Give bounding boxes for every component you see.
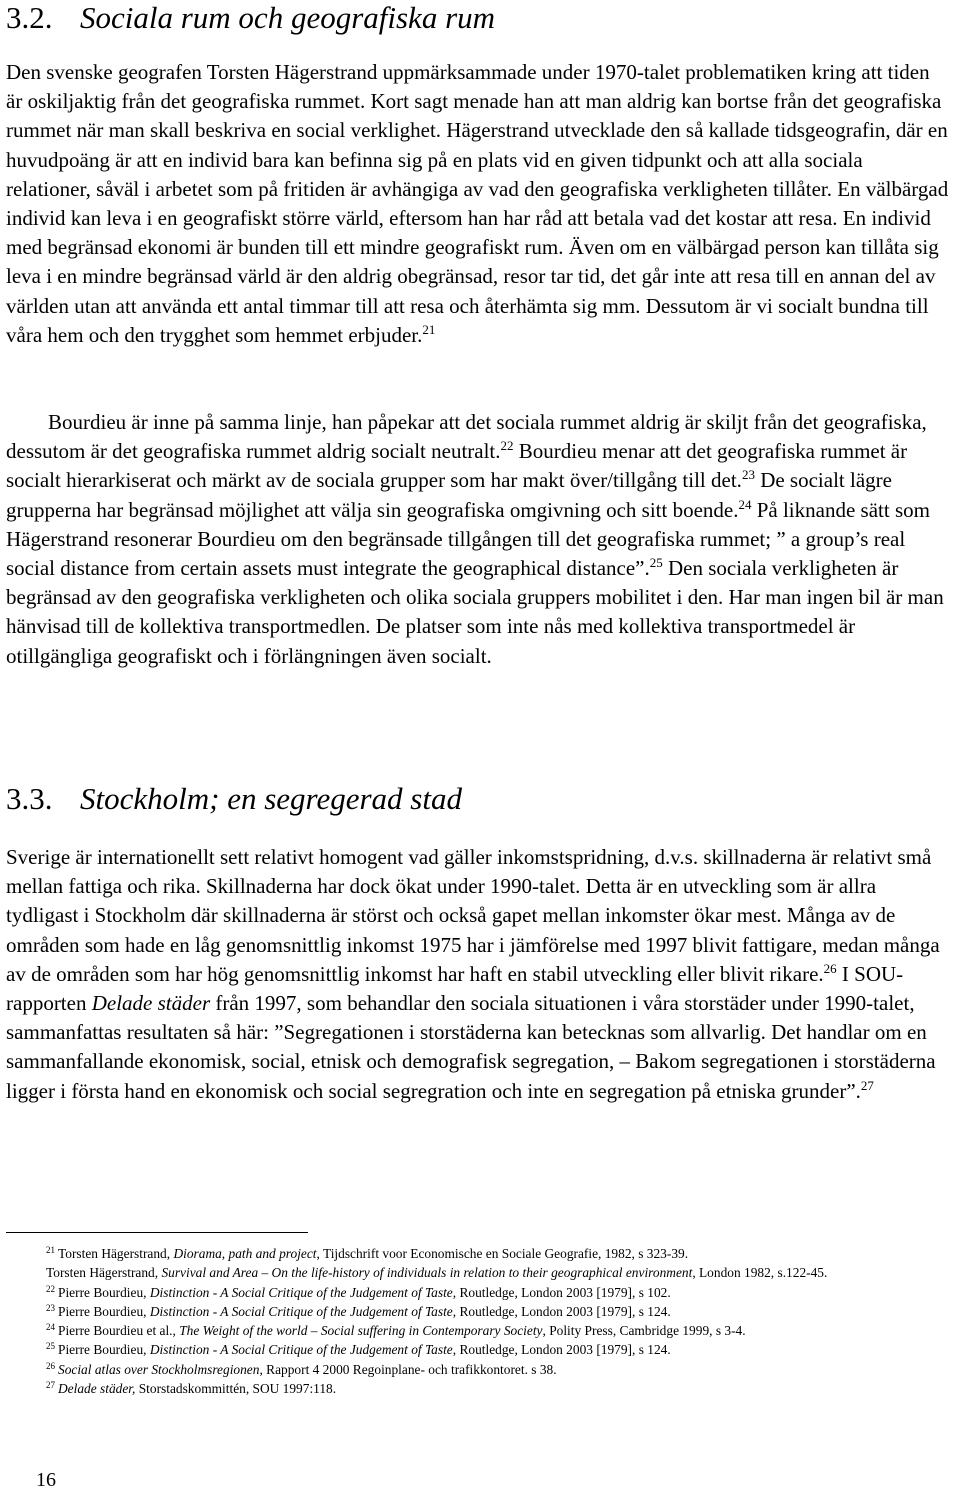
body-paragraph: Bourdieu är inne på samma linje, han påpekar att det sociala rummet aldrig är skiljt från det geografiska, dessutom är det geografiska rummet aldrig socialt neutralt.$^{22}$ Bourdieu menar att det geografiska rummet är socialt hierarkiserat och märkt av de sociala grupper som har makt över/tillgång till det.$^{23}$ De socialt lägre grupperna har begränsad möjlighet att välja sin geografiska omgivning och sitt boende.$^{24}$ På liknande sätt som Hägerstrand resonerar Bourdieu om den begränsade tillgången till det geografiska rummet; ” a group’s real social distance from certain assets must integrate the geographical distance”.$^{25}$ Den sociala verkligheten är begränsad av den geografiska verkligheten och olika sociala gruppers mobilitet i den. Har man ingen bil är man hänvisad till de kollektiva transportmedlen. De platser som inte nås med kollektiva transportmedel är otillgängliga geografiskt och i förlängningen även socialt.	[6, 410, 944, 668]
footnote-ref-26: 26	[823, 960, 837, 976]
section-heading-3-2	[6, 0, 495, 36]
section-title: Sociala rum och geografiska rum	[80, 0, 496, 35]
section-number: 3.3.	[6, 781, 53, 816]
section-title: Stockholm; en segregerad stad	[80, 781, 462, 816]
footnote-separator	[6, 1232, 308, 1233]
footnote-23: $^{23}$ Pierre Bourdieu, Distinction - A Social Critique of the Judgement of Taste, Routledge, London 2003 [1979], s 124.	[46, 1302, 671, 1319]
footnote-ref-24: 24	[738, 496, 752, 512]
body-paragraph: Sverige är internationellt sett relativt homogent vad gäller inkomstspridning, d.v.s. skillnaderna är relativt små mellan fattiga och rika. Skillnaderna har dock ökat under 1990-talet. Detta är en utveckling som är allra tydligast i Stockholm där skillnaderna är störst och också gapet mellan inkomster ökar mest. Många av de områden som hade en låg genomsnittlig inkomst 1975 har i jämförelse med 1997 blivit fattigare, medan många av de områden som har hög genomsnittlig inkomst har haft en stabil utveckling eller blivit rikare.$^{26}$ I SOU-rapporten Delade städer från 1997, som behandlar den sociala situationen i våra storstäder under 1990-talet, sammanfattas resultaten så här: ”Segregationen i storstäderna kan betecknas som allvarlig. Det handlar om en sammanfallande ekonomisk, social, etnisk och demografisk segregation, – Bakom segregationen i storstäderna ligger i första hand en ekonomisk och social segregration och inte en segregation på etniska grunder”.$^{27}$	[6, 845, 940, 1103]
footnote-ref-23: 23	[741, 467, 755, 483]
section-heading-3-3	[6, 781, 462, 817]
footnote-27: $^{27}$ Delade städer, Storstadskommittén, SOU 1997:118.	[46, 1380, 337, 1397]
footnote-21: $^{21}$ Torsten Hägerstrand, Diorama, path and project, Tijdschrift voor Economische en Sociale Geografie, 1982, s 323-39. Torsten Hägerstrand, Survival and Area – On the life-history of individuals in relation to their geographical environment, London 1982, s.122-45.	[46, 1245, 828, 1281]
footnote-22: $^{22}$ Pierre Bourdieu, Distinction - A Social Critique of the Judgement of Taste, Routledge, London 2003 [1979], s 102.	[46, 1283, 671, 1300]
footnote-ref-25: 25	[649, 555, 663, 571]
report-title: Delade städer	[91, 991, 211, 1016]
page-number: 16	[36, 1469, 56, 1491]
footnotes	[46, 1244, 946, 1398]
body-paragraph: Den svenske geografen Torsten Hägerstrand uppmärksammade under 1970-talet problematiken kring att tiden är oskiljaktig från det geografiska rummet. Kort sagt menade han att man aldrig kan bortse från det geografiska rummet när man skall beskriva en social verklighet. Hägerstrand utvecklade den så kallade tidsgeografin, där en huvudpoäng är att en individ bara kan befinna sig på en plats vid en given tidpunkt och att alla sociala relationer, såväl i arbetet som på fritiden är avhängiga av vad den geografiska verkligheten tillåter. En välbärgad individ kan leva i en geografiskt större värld, eftersom han har råd att betala vad det kostar att resa. En individ med begränsad ekonomi är bunden till ett mindre geografiskt rum. Även om en välbärgad person kan tillåta sig leva i en mindre begränsad värld är den aldrig obegränsad, resor tar tid, det går inte att resa till en annan del av världen utan att använda ett antal timmar till att resa och återhämta sig mm. Dessutom är vi socialt bundna till våra hem och den trygghet som hemmet erbjuder.$^{21}$	[6, 60, 949, 347]
footnote-ref-22: 22	[500, 438, 514, 454]
footnote-24: $^{24}$ Pierre Bourdieu et al., The Weight of the world – Social suffering in Contemporary Society, Polity Press, Cambridge 1999, s 3-4.	[46, 1322, 746, 1339]
footnote-26: $^{26}$ Social atlas over Stockholmsregionen, Rapport 4 2000 Regoinplane- och trafikkontoret. s 38.	[46, 1360, 557, 1377]
section-number: 3.2.	[6, 0, 53, 35]
footnote-ref-27: 27	[860, 1077, 874, 1093]
footnote-25: $^{25}$ Pierre Bourdieu, Distinction - A Social Critique of the Judgement of Taste, Routledge, London 2003 [1979], s 124.	[46, 1341, 671, 1358]
footnote-ref-21: 21	[422, 321, 436, 337]
